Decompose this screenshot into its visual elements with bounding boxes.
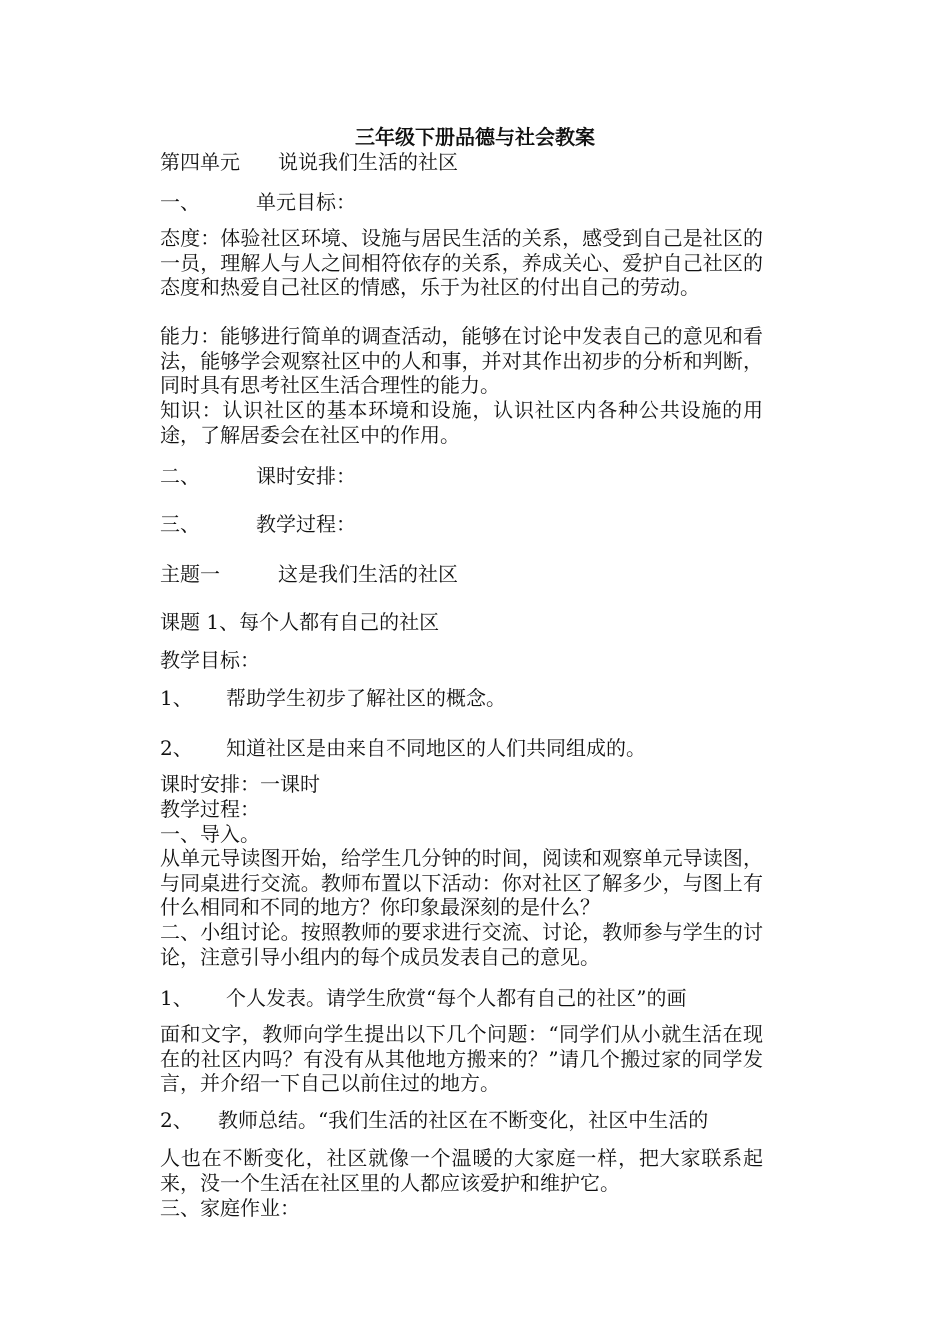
process-label: 教学过程： bbox=[160, 797, 260, 821]
section-heading-1 bbox=[160, 190, 356, 214]
step-number: 1、 bbox=[160, 986, 193, 1010]
objective-text: 帮助学生初步了解社区的概念。 bbox=[226, 686, 506, 710]
document-title: 三年级下册品德与社会教案 bbox=[355, 125, 595, 149]
section-heading-3 bbox=[160, 512, 356, 536]
objective-1 bbox=[160, 686, 506, 710]
theme-label: 主题一 bbox=[160, 562, 220, 586]
intro-label: 一、导入。 bbox=[160, 822, 260, 846]
unit-text: 说说我们生活的社区 bbox=[278, 150, 458, 174]
objective-number: 2、 bbox=[160, 736, 193, 760]
objective-text: 知道社区是由来自不同地区的人们共同组成的。 bbox=[226, 736, 646, 760]
step-text: 个人发表。请学生欣赏“每个人都有自己的社区”的画 bbox=[226, 986, 687, 1010]
goal-ability: 能力：能够进行简单的调查活动，能够在讨论中发表自己的意见和看法，能够学会观察社区中的人和事，并对其作出初步的分析和判断，同时具有思考社区生活合理性的能力。 bbox=[160, 324, 763, 397]
section-number: 二、 bbox=[160, 464, 200, 488]
section-number: 三、 bbox=[160, 512, 200, 536]
schedule-line: 课时安排：一课时 bbox=[160, 772, 320, 796]
section-title: 单元目标： bbox=[256, 190, 356, 214]
step-text: 教师总结。“我们生活的社区在不断变化，社区中生活的 bbox=[218, 1108, 709, 1132]
step-2-first-line bbox=[160, 1108, 708, 1132]
intro-text: 从单元导读图开始，给学生几分钟的时间，阅读和观察单元导读图，与同桌进行交流。教师布置以下活动：你对社区了解多少，与图上有什么相同和不同的地方？你印象最深刻的是什么？ bbox=[160, 846, 763, 919]
goal-attitude: 态度：体验社区环境、设施与居民生活的关系，感受到自己是社区的一员，理解人与人之间相符依存的关系，养成关心、爱护自己社区的态度和热爱自己社区的情感，乐于为社区的付出自己的劳动。 bbox=[160, 226, 763, 299]
step-1-first-line bbox=[160, 986, 686, 1010]
objectives-label: 教学目标： bbox=[160, 648, 260, 672]
group-discussion-text: 二、小组讨论。按照教师的要求进行交流、讨论，教师参与学生的讨论，注意引导小组内的每个成员发表自己的意见。 bbox=[160, 920, 763, 969]
unit-label: 第四单元 bbox=[160, 150, 240, 174]
step-1-continued: 面和文字，教师向学生提出以下几个问题：“同学们从小就生活在现在的社区内吗？有没有从其他地方搬来的？”请几个搬过家的同学发言，并介绍一下自己以前住过的地方。 bbox=[160, 1022, 763, 1095]
theme-heading bbox=[160, 562, 458, 586]
homework-heading: 三、家庭作业： bbox=[160, 1196, 300, 1220]
section-title: 课时安排： bbox=[256, 464, 356, 488]
section-heading-2 bbox=[160, 464, 356, 488]
step-number: 2、 bbox=[160, 1108, 193, 1132]
section-number: 一、 bbox=[160, 190, 200, 214]
section-title: 教学过程： bbox=[256, 512, 356, 536]
step-2-continued: 人也在不断变化，社区就像一个温暖的大家庭一样，把大家联系起来，没一个生活在社区里的人都应该爱护和维护它。 bbox=[160, 1146, 763, 1195]
unit-heading bbox=[160, 150, 458, 174]
objective-number: 1、 bbox=[160, 686, 193, 710]
goal-knowledge: 知识：认识社区的基本环境和设施，认识社区内各种公共设施的用途，了解居委会在社区中的作用。 bbox=[160, 398, 763, 447]
lesson-title: 课题 1、每个人都有自己的社区 bbox=[160, 610, 440, 634]
theme-text: 这是我们生活的社区 bbox=[278, 562, 458, 586]
objective-2 bbox=[160, 736, 646, 760]
